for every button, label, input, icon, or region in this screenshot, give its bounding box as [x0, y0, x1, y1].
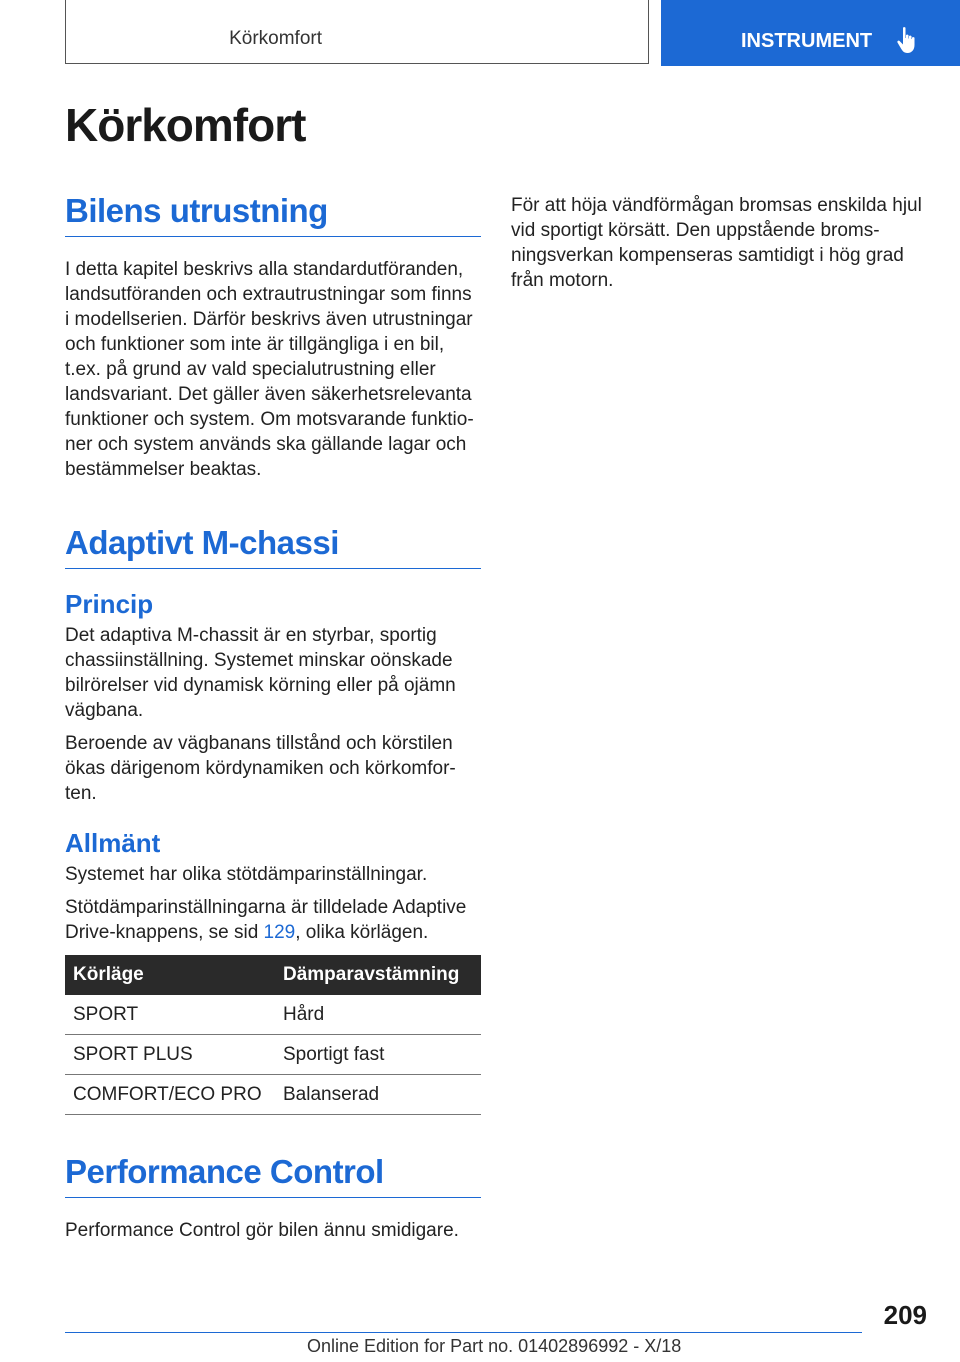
table-header-damparavstamning: Dämparavstämning [275, 955, 481, 995]
page-number: 209 [883, 1300, 927, 1330]
header-frame [65, 0, 649, 64]
bilens-utrustning-text: I detta kapitel beskrivs alla standardutföranden, landsutföranden och extrautrustningar som finns i modellserien. Därför beskrivs även utrustningar och funktioner som inte är tillgängliga i en bil, t.ex. på grund av vald specialutrustning eller landsvariant. Det gäller även säkerhetsrelevanta funktioner och system. Om motsvarande funktio-ner och system används ska gällande lagar och bestämmelser beaktas. [65, 259, 474, 480]
heading-performance-control: Performance Control [65, 1153, 481, 1198]
table-header-row [65, 955, 481, 995]
table-cell: SPORT [65, 995, 275, 1035]
header-section-title: Körkomfort [229, 28, 322, 49]
page-reference-link[interactable]: 129 [263, 922, 296, 943]
allmant-text-2 [65, 895, 481, 945]
page-title: Körkomfort [65, 99, 306, 151]
footer-edition-text: Online Edition for Part no. 01402896992 - X/18 [307, 1336, 682, 1356]
table-row [65, 1075, 481, 1115]
heading-adaptivt-m-chassi: Adaptivt M-chassi [65, 524, 481, 569]
right-column [511, 193, 926, 293]
table-cell: SPORT PLUS [65, 1035, 275, 1075]
heading-allmant: Allmänt [65, 828, 161, 858]
allmant-text-2-after: , olika körlägen. [295, 922, 429, 943]
header-tab-label: INSTRUMENT [741, 30, 873, 52]
table-header-korlage: Körläge [65, 955, 275, 995]
left-column [65, 192, 481, 1243]
table-row [65, 1035, 481, 1075]
table-row [65, 995, 481, 1035]
allmant-text-2-before: Stötdämparinställningarna är tilldelade Adaptive Drive-knappens, se sid [65, 897, 467, 943]
performance-control-detail-text: För att höja vändförmågan bromsas enskilda hjul vid sportigt körsätt. Den uppstående broms-ningsverkan kompenseras samtidigt i hög grad från motorn. [511, 195, 922, 291]
damper-settings-table [65, 955, 481, 1115]
table-cell: Balanserad [275, 1075, 481, 1115]
table-cell: Hård [275, 995, 481, 1035]
hand-pointer-icon [895, 26, 919, 54]
table-cell: COMFORT/ECO PRO [65, 1075, 275, 1115]
princip-text-2: Beroende av vägbanans tillstånd och körstilen ökas därigenom kördynamiken och körkomfor-ten. [65, 733, 456, 804]
header-tab-instrument[interactable] [661, 0, 960, 66]
performance-control-text: Performance Control gör bilen ännu smidigare. [65, 1220, 459, 1241]
heading-bilens-utrustning: Bilens utrustning [65, 192, 481, 237]
footer-divider [65, 1332, 862, 1333]
heading-princip: Princip [65, 589, 154, 619]
princip-text-1: Det adaptiva M-chassit är en styrbar, sportig chassiinställning. Systemet minskar oönskade bilrörelser vid dynamisk körning eller på ojämn vägbana. [65, 625, 456, 721]
allmant-text-1: Systemet har olika stötdämparinställningar. [65, 864, 428, 885]
table-cell: Sportigt fast [275, 1035, 481, 1075]
